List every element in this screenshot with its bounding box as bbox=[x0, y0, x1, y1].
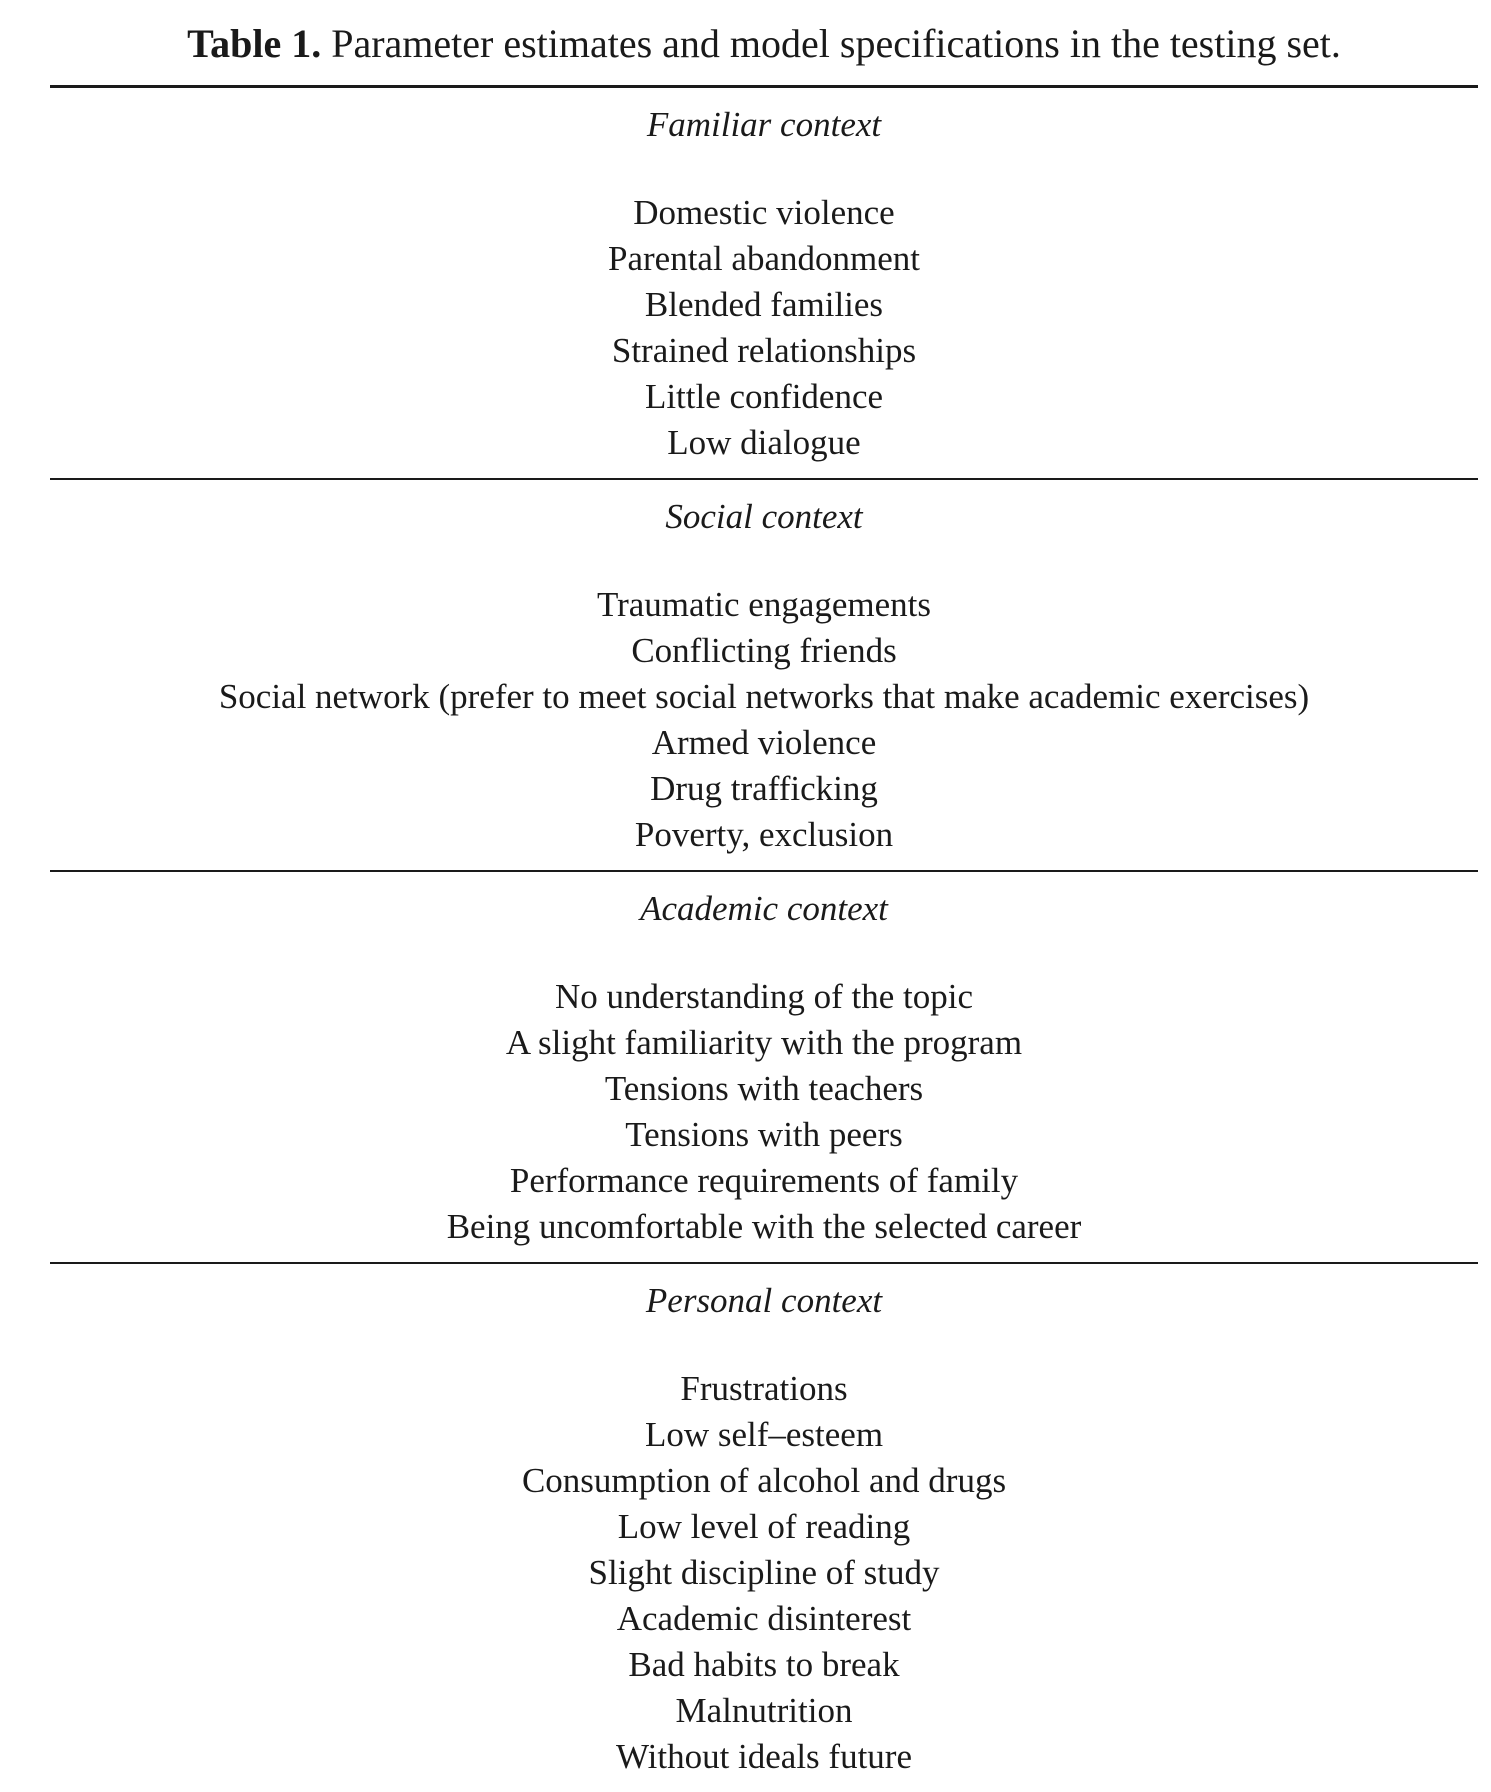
section-academic-context bbox=[50, 872, 1478, 1264]
list-item: Blended families bbox=[644, 285, 884, 324]
table-caption bbox=[50, 18, 1478, 70]
list-item: Frustrations bbox=[680, 1369, 848, 1408]
list-item: Slight discipline of study bbox=[588, 1553, 940, 1592]
section-familiar-context bbox=[50, 88, 1478, 480]
list-item: No understanding of the topic bbox=[555, 977, 973, 1016]
section-items bbox=[50, 974, 1478, 1250]
list-item: Academic disinterest bbox=[616, 1599, 912, 1638]
list-item: Drug trafficking bbox=[650, 769, 878, 808]
list-item: Traumatic engagements bbox=[596, 585, 932, 624]
table-caption-text: Parameter estimates and model specifications in the testing set. bbox=[331, 21, 1341, 66]
list-item: Strained relationships bbox=[611, 331, 917, 370]
section-items bbox=[50, 582, 1478, 858]
list-item: Poverty, exclusion bbox=[634, 815, 894, 854]
list-item: Low self–esteem bbox=[644, 1415, 884, 1454]
section-social-context bbox=[50, 480, 1478, 872]
list-item: Little confidence bbox=[644, 377, 884, 416]
list-item: Tensions with teachers bbox=[604, 1069, 924, 1108]
list-item: Domestic violence bbox=[633, 193, 895, 232]
list-item: Conflicting friends bbox=[631, 631, 897, 670]
list-item: Performance requirements of family bbox=[509, 1161, 1019, 1200]
section-items bbox=[50, 190, 1478, 466]
list-item: Without ideals future bbox=[615, 1737, 912, 1776]
list-item: Tensions with peers bbox=[625, 1115, 903, 1154]
list-item: Parental abandonment bbox=[608, 239, 920, 278]
section-personal-context bbox=[50, 1264, 1478, 1792]
context-table bbox=[50, 85, 1478, 1792]
list-item: Armed violence bbox=[651, 723, 877, 762]
table-caption-label: Table 1. bbox=[187, 21, 322, 66]
list-item: Low dialogue bbox=[667, 423, 861, 462]
section-title: Personal context bbox=[645, 1281, 883, 1320]
list-item: Bad habits to break bbox=[628, 1645, 900, 1684]
section-title: Social context bbox=[665, 497, 863, 536]
list-item: Social network (prefer to meet social networks that make academic exercises) bbox=[218, 677, 1310, 716]
list-item: Being uncomfortable with the selected career bbox=[446, 1207, 1082, 1246]
section-title: Academic context bbox=[640, 889, 888, 928]
list-item: Malnutrition bbox=[675, 1691, 853, 1730]
section-title: Familiar context bbox=[646, 105, 882, 144]
list-item: Consumption of alcohol and drugs bbox=[521, 1461, 1007, 1500]
list-item: A slight familiarity with the program bbox=[505, 1023, 1023, 1062]
list-item: Low level of reading bbox=[617, 1507, 911, 1546]
section-items bbox=[50, 1366, 1478, 1780]
